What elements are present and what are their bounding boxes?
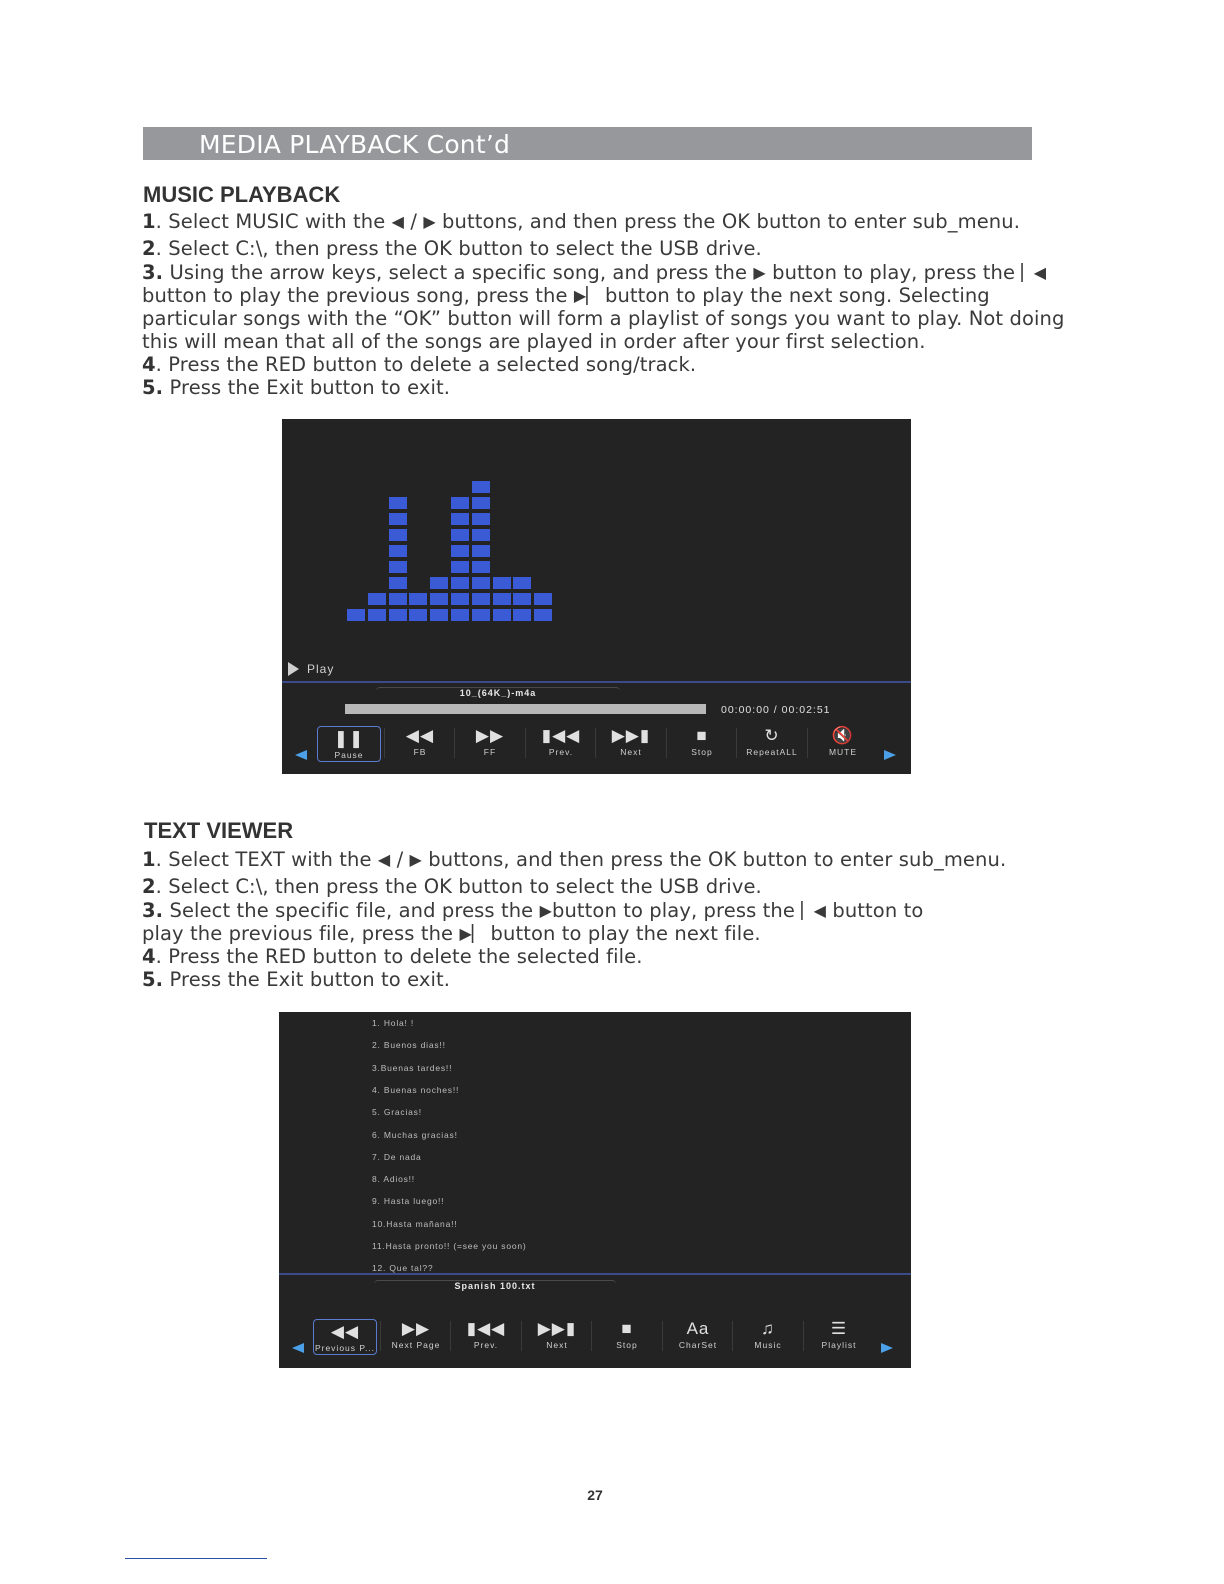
equalizer-block <box>389 529 407 541</box>
equalizer-block <box>451 561 469 573</box>
stop-button[interactable] <box>670 726 734 757</box>
text-line: 6. Muchas gracias! <box>372 1130 458 1140</box>
charset-button[interactable] <box>666 1319 730 1350</box>
equalizer-block <box>409 593 427 605</box>
previous-icon: ▮◀◀ <box>541 726 581 745</box>
text-step-3-line-2: play the previous file, press the ▶▏ button to play the next file. <box>142 922 761 945</box>
equalizer-block <box>513 609 531 621</box>
previous-track-icon: ▏◀ <box>801 901 827 920</box>
control-label: MUTE <box>828 747 858 757</box>
control-separator <box>662 1321 663 1351</box>
control-label: FB <box>413 747 427 757</box>
control-label: FF <box>483 747 497 757</box>
scroll-right-arrow[interactable] <box>884 750 896 760</box>
control-separator <box>591 1321 592 1351</box>
equalizer-block <box>534 609 552 621</box>
control-label: RepeatALL <box>746 747 798 757</box>
equalizer-block <box>389 593 407 605</box>
equalizer-block <box>451 577 469 589</box>
control-separator <box>595 728 596 758</box>
previous-icon: ▮◀◀ <box>466 1319 506 1338</box>
music-step-3-line-2: button to play the previous song, press the ▶▏ button to play the next song. Selecting <box>142 284 990 307</box>
music-step-5: 5. Press the Exit button to exit. <box>142 376 451 399</box>
text-step-1: 1. Select TEXT with the ◀ / ▶ buttons, and then press the OK button to enter sub_menu. <box>142 848 1007 871</box>
previous-p-button[interactable] <box>313 1319 377 1355</box>
equalizer-block <box>368 593 386 605</box>
text-line: 1. Hola! ! <box>372 1018 415 1028</box>
prev-button[interactable] <box>454 1319 518 1350</box>
scroll-left-arrow[interactable] <box>295 750 307 760</box>
step-number: 4 <box>142 945 156 968</box>
play-icon: ▶ <box>539 901 552 920</box>
step-number: 5. <box>142 376 164 399</box>
music-step-2: 2. Select C:\, then press the OK button to select the USB drive. <box>142 237 762 260</box>
equalizer-block <box>472 545 490 557</box>
equalizer-block <box>451 545 469 557</box>
footnote-rule <box>125 1558 267 1559</box>
panel-divider <box>282 681 911 683</box>
playlist-button[interactable] <box>807 1319 871 1350</box>
equalizer-block <box>389 513 407 525</box>
stop-icon: ■ <box>696 726 708 745</box>
equalizer-block <box>493 593 511 605</box>
ff-button[interactable] <box>458 726 522 757</box>
playback-status: Play <box>288 661 334 676</box>
control-label: Prev. <box>548 747 574 757</box>
control-separator <box>807 728 808 758</box>
equalizer-block <box>472 593 490 605</box>
text-line: 8. Adios!! <box>372 1174 415 1184</box>
control-label: Stop <box>691 747 713 757</box>
control-label: Next Page <box>391 1340 441 1350</box>
equalizer-block <box>451 497 469 509</box>
equalizer-block <box>451 513 469 525</box>
page-number: 27 <box>587 1487 603 1503</box>
equalizer-block <box>472 481 490 493</box>
control-label: Music <box>754 1340 782 1350</box>
control-separator <box>521 1321 522 1351</box>
next-button[interactable] <box>525 1319 589 1350</box>
scroll-left-arrow[interactable] <box>292 1343 304 1353</box>
music-step-3-line-1: 3. Using the arrow keys, select a specific song, and press the ▶ button to play, press the ▏◀ <box>142 261 1047 284</box>
music-button[interactable] <box>736 1319 800 1350</box>
control-label: Prev. <box>473 1340 499 1350</box>
right-arrow-icon: ▶ <box>423 212 436 231</box>
music-player-screen <box>282 419 911 774</box>
control-separator <box>525 728 526 758</box>
equalizer-block <box>451 609 469 621</box>
next-button[interactable] <box>599 726 663 757</box>
fast-forward-icon: ▶▶ <box>475 726 505 745</box>
equalizer-block <box>534 593 552 605</box>
scroll-right-arrow[interactable] <box>881 1343 893 1353</box>
mute-icon: 🔇 <box>831 726 855 745</box>
text-line: 4. Buenas noches!! <box>372 1085 460 1095</box>
control-separator <box>454 728 455 758</box>
text-line: 9. Hasta luego!! <box>372 1196 445 1206</box>
repeatall-button[interactable] <box>740 726 804 757</box>
control-separator <box>736 728 737 758</box>
control-separator <box>384 728 385 758</box>
track-filename: 10_(64K_)-m4a <box>376 687 620 702</box>
next-track-icon: ▶▏ <box>459 924 485 943</box>
text-line: 10.Hasta mañana!! <box>372 1219 458 1229</box>
banner-title: MEDIA PLAYBACK Cont’d <box>199 130 511 159</box>
equalizer-block <box>513 593 531 605</box>
prev-button[interactable] <box>529 726 593 757</box>
previous-page-icon: ◀◀ <box>330 1322 360 1341</box>
equalizer-block <box>472 577 490 589</box>
control-label: Stop <box>616 1340 638 1350</box>
music-step-1: 1. Select MUSIC with the ◀ / ▶ buttons, and then press the OK button to enter sub_menu. <box>142 210 1021 233</box>
control-label: CharSet <box>678 1340 718 1350</box>
text-step-4: 4. Press the RED button to delete the selected file. <box>142 945 643 968</box>
play-status-icon <box>288 662 299 676</box>
music-icon: ♫ <box>761 1319 775 1338</box>
equalizer-block <box>389 561 407 573</box>
text-viewer-screen <box>279 1012 911 1368</box>
text-step-2: 2. Select C:\, then press the OK button to select the USB drive. <box>142 875 762 898</box>
step-number: 1 <box>142 848 156 871</box>
music-playback-heading: MUSIC PLAYBACK <box>143 182 341 207</box>
step-number: 3. <box>142 261 164 284</box>
control-separator <box>450 1321 451 1351</box>
text-line: 2. Buenos dias!! <box>372 1040 446 1050</box>
panel-divider <box>279 1273 911 1275</box>
equalizer-block <box>389 609 407 621</box>
play-icon: ▶ <box>753 263 766 282</box>
equalizer-block <box>472 529 490 541</box>
equalizer-block <box>493 609 511 621</box>
stop-button[interactable] <box>595 1319 659 1350</box>
previous-track-icon: ▏◀ <box>1021 263 1047 282</box>
next-track-icon: ▶▏ <box>573 286 599 305</box>
text-step-3-line-1: 3. Select the specific file, and press the ▶button to play, press the ▏◀ button to <box>142 899 924 922</box>
text-filename: Spanish 100.txt <box>374 1280 616 1295</box>
time-readout: 00:00:00 / 00:02:51 <box>721 704 831 716</box>
next-icon: ▶▶▮ <box>611 726 651 745</box>
equalizer-block <box>451 593 469 605</box>
fb-button[interactable] <box>388 726 452 757</box>
step-number: 5. <box>142 968 164 991</box>
text-line: 11.Hasta pronto!! (=see you soon) <box>372 1241 527 1251</box>
equalizer-block <box>513 577 531 589</box>
equalizer-block <box>472 497 490 509</box>
equalizer-block <box>451 529 469 541</box>
text-line: 7. De nada <box>372 1152 422 1162</box>
control-label: Pause <box>334 750 364 760</box>
equalizer-block <box>389 497 407 509</box>
equalizer-block <box>389 577 407 589</box>
control-label: Previous P... <box>314 1343 376 1353</box>
equalizer-block <box>368 609 386 621</box>
text-step-5: 5. Press the Exit button to exit. <box>142 968 451 991</box>
equalizer-block <box>430 593 448 605</box>
right-arrow-icon: ▶ <box>409 850 422 869</box>
mute-button[interactable] <box>811 726 875 757</box>
text-line: 5. Gracias! <box>372 1107 422 1117</box>
text-viewer-heading: TEXT VIEWER <box>144 818 294 843</box>
control-label: Playlist <box>821 1340 857 1350</box>
control-label: Next <box>546 1340 568 1350</box>
section-banner <box>143 127 1032 160</box>
fast-backward-icon: ◀◀ <box>405 726 435 745</box>
control-label: Next <box>620 747 642 757</box>
next-icon: ▶▶▮ <box>537 1319 577 1338</box>
equalizer-block <box>493 577 511 589</box>
left-arrow-icon: ◀ <box>391 212 405 231</box>
step-number: 4 <box>142 353 156 376</box>
equalizer-block <box>347 609 365 621</box>
left-arrow-icon: ◀ <box>377 850 391 869</box>
progress-bar[interactable] <box>345 704 706 714</box>
equalizer-block <box>430 577 448 589</box>
pause-icon: ❚❚ <box>333 729 365 748</box>
text-line: 12. Que tal?? <box>372 1263 434 1273</box>
control-separator <box>666 728 667 758</box>
equalizer-block <box>430 609 448 621</box>
step-number: 2 <box>142 237 156 260</box>
text-line: 3.Buenas tardes!! <box>372 1063 453 1073</box>
playlist-icon: ☰ <box>830 1319 848 1338</box>
step-number: 1 <box>142 210 156 233</box>
music-step-3-line-3: particular songs with the “OK” button will form a playlist of songs you want to play. Not doing <box>142 307 1065 330</box>
equalizer-block <box>472 609 490 621</box>
music-step-3-line-4: this will mean that all of the songs are played in order after your first selection. <box>142 330 926 353</box>
next-page-button[interactable] <box>384 1319 448 1350</box>
equalizer-block <box>472 513 490 525</box>
control-separator <box>803 1321 804 1351</box>
charset-icon: Aa <box>686 1319 710 1338</box>
equalizer-block <box>409 609 427 621</box>
next-page-icon: ▶▶ <box>401 1319 431 1338</box>
equalizer-block <box>472 561 490 573</box>
repeat-icon: ↻ <box>764 726 780 745</box>
control-separator <box>380 1321 381 1351</box>
control-separator <box>732 1321 733 1351</box>
music-step-4: 4. Press the RED button to delete a selected song/track. <box>142 353 697 376</box>
step-number: 2 <box>142 875 156 898</box>
equalizer-block <box>389 545 407 557</box>
stop-icon: ■ <box>621 1319 633 1338</box>
step-number: 3. <box>142 899 164 922</box>
pause-button[interactable] <box>317 726 381 762</box>
